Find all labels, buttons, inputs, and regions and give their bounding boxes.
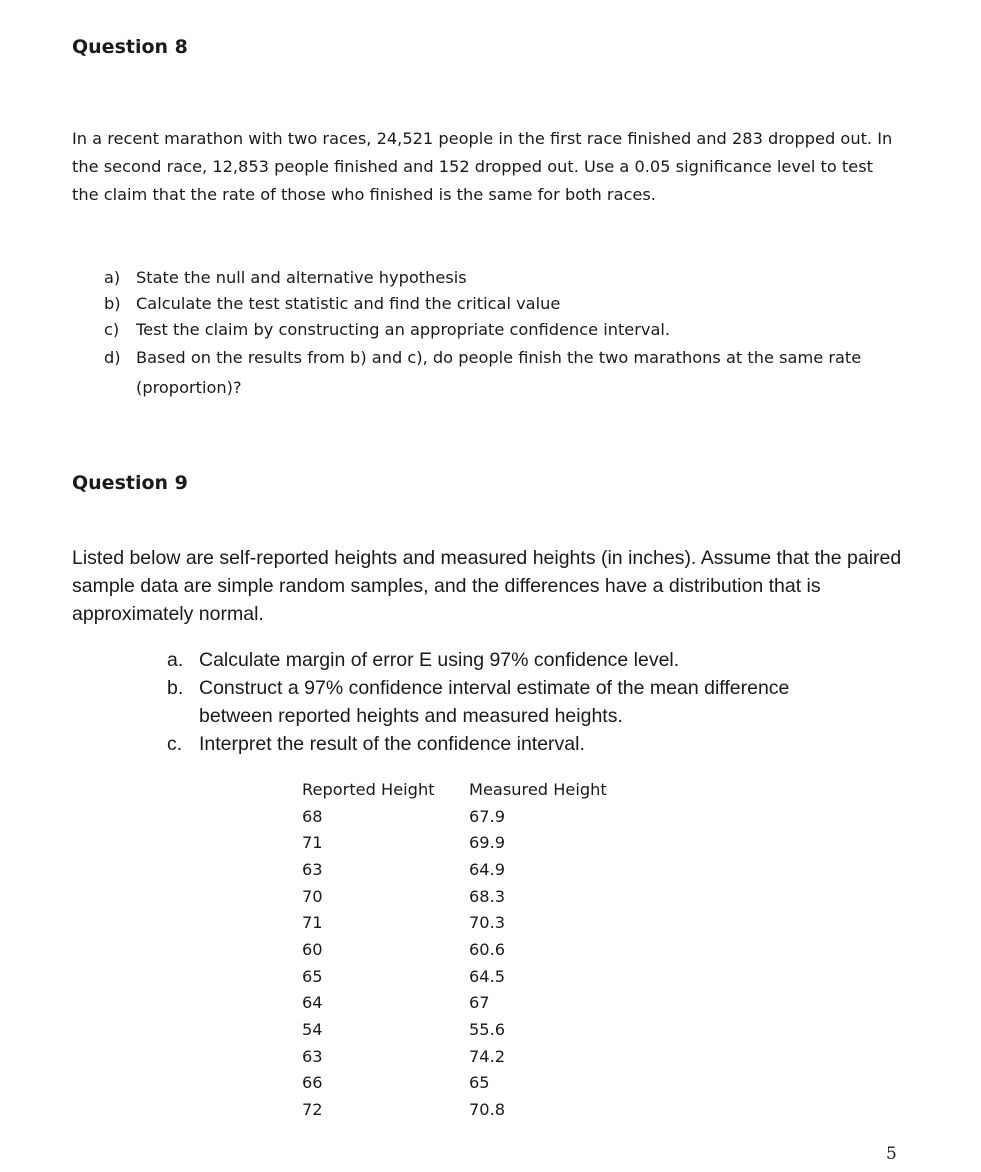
measured-height-cell: 70.8 bbox=[469, 1100, 506, 1120]
part-text: Calculate margin of error E using 97% confidence level. bbox=[199, 649, 680, 671]
reported-height-cell: 63 bbox=[302, 1046, 323, 1066]
reported-height-cell: 64 bbox=[302, 993, 323, 1013]
question-8-text: In a recent marathon with two races, 24,521 people in the first race finished and 283 dropped out. In the second race, 12,853 people finished and 152 dropped out. Use a 0.05 significance level to test the claim that the rate of those who finished is the same for both races. bbox=[72, 129, 893, 204]
height-data-table bbox=[302, 776, 639, 1123]
measured-height-cell: 64.9 bbox=[469, 859, 506, 879]
list-marker: a) bbox=[104, 268, 121, 287]
measured-height-header: Measured Height bbox=[469, 779, 607, 799]
measured-height-cell: 64.5 bbox=[469, 966, 506, 986]
reported-height-cell: 63 bbox=[302, 859, 323, 879]
question-8-part-a bbox=[104, 265, 894, 291]
page-number: 5 bbox=[886, 1144, 897, 1164]
measured-height-cell: 67 bbox=[469, 993, 490, 1013]
question-9-heading: Question 9 bbox=[72, 472, 188, 494]
reported-height-cell: 70 bbox=[302, 886, 323, 906]
question-9-parts-list bbox=[167, 646, 867, 758]
reported-height-cell: 71 bbox=[302, 913, 323, 933]
part-text: State the null and alternative hypothesis bbox=[136, 268, 467, 287]
list-marker: c. bbox=[167, 733, 183, 755]
reported-height-cell: 68 bbox=[302, 806, 323, 826]
measured-height-cell: 60.6 bbox=[469, 939, 506, 959]
table-row bbox=[302, 1016, 639, 1043]
table-row bbox=[302, 829, 639, 856]
reported-height-cell: 72 bbox=[302, 1100, 323, 1120]
measured-height-cell: 67.9 bbox=[469, 806, 506, 826]
measured-height-cell: 65 bbox=[469, 1073, 490, 1093]
list-marker: b) bbox=[104, 294, 121, 313]
list-marker: a. bbox=[167, 649, 184, 671]
part-text: Interpret the result of the confidence interval. bbox=[199, 733, 585, 755]
table-row bbox=[302, 883, 639, 910]
table-row bbox=[302, 803, 639, 830]
reported-height-header: Reported Height bbox=[302, 779, 435, 799]
part-text: Calculate the test statistic and find the critical value bbox=[136, 294, 561, 313]
list-marker: b. bbox=[167, 677, 184, 699]
question-8-part-c bbox=[104, 317, 894, 343]
part-text: Construct a 97% confidence interval estimate of the mean difference between reported heights and measured heights. bbox=[199, 677, 790, 727]
question-9-text: Listed below are self-reported heights and measured heights (in inches). Assume that the paired sample data are simple random samples, and the differences have a distribution that is approximately normal. bbox=[72, 547, 902, 625]
measured-height-cell: 69.9 bbox=[469, 833, 506, 853]
table-row bbox=[302, 936, 639, 963]
question-9-part-a bbox=[167, 646, 867, 674]
reported-height-cell: 54 bbox=[302, 1020, 323, 1040]
question-8-part-b bbox=[104, 291, 894, 317]
measured-height-cell: 68.3 bbox=[469, 886, 506, 906]
table-row bbox=[302, 1043, 639, 1070]
reported-height-cell: 66 bbox=[302, 1073, 323, 1093]
table-row bbox=[302, 963, 639, 990]
measured-height-cell: 55.6 bbox=[469, 1020, 506, 1040]
reported-height-cell: 60 bbox=[302, 939, 323, 959]
question-8-parts-list bbox=[104, 265, 894, 403]
question-9-part-b bbox=[167, 674, 867, 730]
part-text: Based on the results from b) and c), do people finish the two marathons at the same rate (proportion)? bbox=[136, 348, 862, 397]
question-9-part-c bbox=[167, 730, 867, 758]
table-header-row bbox=[302, 776, 639, 803]
measured-height-cell: 74.2 bbox=[469, 1046, 506, 1066]
question-8-heading: Question 8 bbox=[72, 36, 188, 58]
table-row bbox=[302, 1096, 639, 1123]
table-row bbox=[302, 1070, 639, 1097]
table-row bbox=[302, 856, 639, 883]
measured-height-cell: 70.3 bbox=[469, 913, 506, 933]
list-marker: c) bbox=[104, 320, 120, 339]
reported-height-cell: 71 bbox=[302, 833, 323, 853]
table-row bbox=[302, 990, 639, 1017]
part-text: Test the claim by constructing an appropriate confidence interval. bbox=[136, 320, 671, 339]
question-8-part-d bbox=[104, 343, 894, 403]
table-row bbox=[302, 909, 639, 936]
list-marker: d) bbox=[104, 348, 121, 367]
reported-height-cell: 65 bbox=[302, 966, 323, 986]
